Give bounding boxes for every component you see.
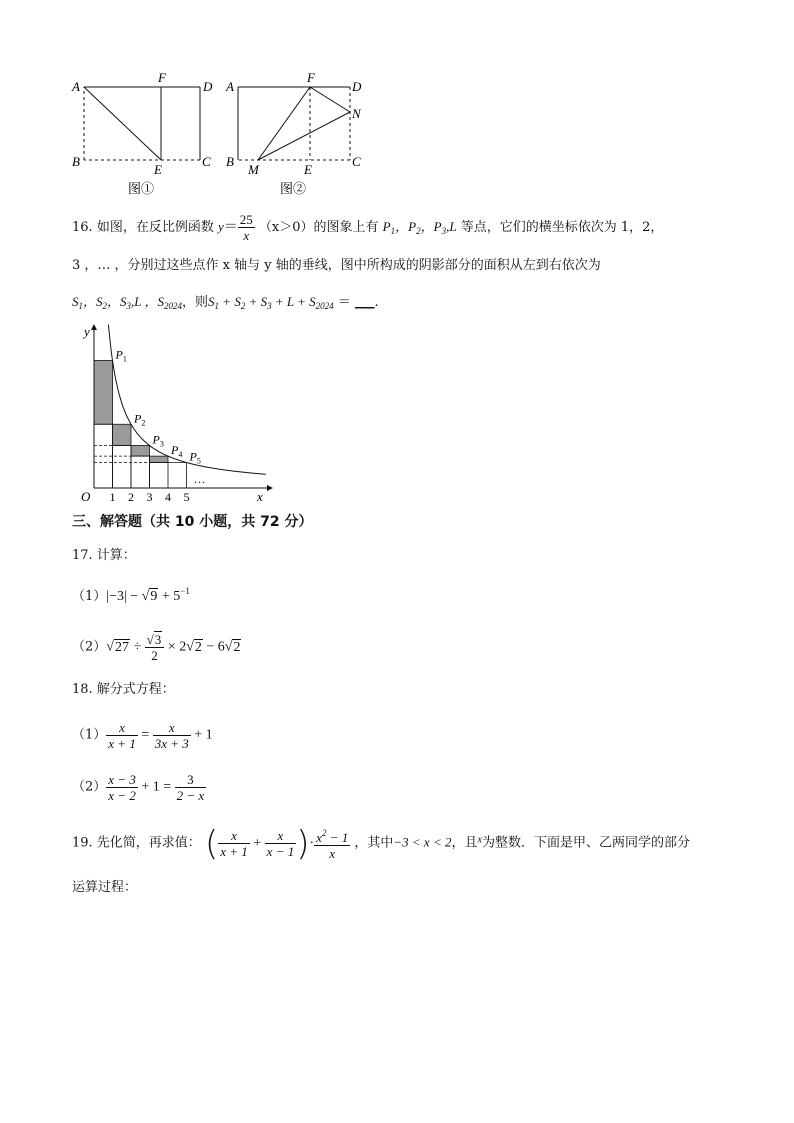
figure-1: [84, 87, 200, 160]
q16-line3: [72, 292, 379, 316]
q16-points-list: $P_1$，$P_2$，$P_3,L$: [382, 219, 457, 236]
column-rect-2: [113, 446, 132, 489]
fig2-label-B: B: [226, 154, 234, 169]
q19-expression: ( $\frac{x}{x + 1}$ + $\frac{x}{x - 1}$ )· $\frac{x^2 - 1}{x}$: [204, 823, 349, 864]
q18-p1-label: （1）: [72, 727, 107, 743]
fig2-label-E: E: [304, 162, 312, 177]
point-label-2: $P_2$: [134, 411, 146, 428]
fig1-label-B: B: [72, 154, 80, 169]
fig2-label-M: M: [248, 162, 259, 177]
q16-text1: 如图，在反比例函数: [96, 220, 214, 235]
q16-s-list: $S_1$，$S_2$，$S_3,L$ ，$S_{2024}$: [72, 294, 183, 311]
column-rect-3: [131, 456, 150, 488]
fig1-label-F: F: [158, 72, 166, 85]
q18-part2: （2） $\frac{x - 3}{x - 2}$ + 1 = $\frac{3}{2 - x}$: [72, 772, 205, 803]
fig1-label-D: D: [203, 79, 213, 94]
q16-s-sum: $S_1 + S_2 + S_3 + L + S_{2024}$: [208, 294, 334, 311]
q16-text2: 的图象上有: [313, 220, 379, 235]
tick-label-5: 5: [183, 490, 190, 504]
q16-blank[interactable]: ___: [354, 295, 375, 310]
top-geometry-figures: [60, 72, 380, 202]
inverse-function-graph: [72, 320, 282, 505]
q18-part1: （1） $\frac{x}{x + 1}$ = $\frac{x}{3x + 3}$ + 1: [72, 720, 213, 751]
fig1-label-C: C: [202, 154, 211, 169]
shaded-rect-1: [94, 361, 113, 425]
x-axis-label: x: [257, 489, 263, 504]
q16-condition: （x＞0）: [258, 220, 314, 235]
fig2-label-C: C: [352, 154, 361, 169]
fig1-label-A: A: [72, 79, 80, 94]
tick-label-4: 4: [165, 490, 171, 504]
point-label-5: $P_5$: [189, 449, 201, 466]
q16-func-y: y: [217, 219, 224, 234]
q17-p1-label: （1）: [72, 589, 107, 604]
fig2-caption: 图②: [280, 181, 307, 196]
section-3-title: 三、解答题（共 10 小题，共 72 分）: [72, 514, 313, 530]
fig2-label-F: F: [307, 72, 315, 85]
q19-text2: ，其中: [354, 835, 394, 851]
q19-text3: ，且: [451, 835, 478, 851]
y-axis-arrow: [91, 324, 97, 330]
shaded-rect-4: [150, 456, 169, 462]
q19-condition: −3 < x < 2: [393, 834, 452, 850]
q16-number: 16.: [72, 220, 93, 235]
q16-period: .: [374, 295, 379, 310]
q16-then: ，则: [182, 295, 209, 310]
continuation-dots: …: [193, 472, 206, 486]
q16-text3: 等点，它们的横坐标依次为 1，2，: [460, 220, 664, 235]
fig1-label-E: E: [154, 162, 162, 177]
q16-fraction: $\frac{25}{x}$: [239, 212, 253, 243]
tick-label-2: 2: [128, 490, 134, 504]
origin-label: O: [81, 489, 91, 504]
figure-2: [238, 87, 350, 160]
q19-text1: 19. 先化简，再求值：: [72, 835, 201, 851]
point-label-1: $P_1$: [115, 347, 127, 364]
tick-label-1: 1: [109, 490, 116, 504]
q19-text4: 为整数．下面是甲、乙两同学的部分: [481, 835, 690, 851]
q16-line2: 3 ，… ，分别过这些点作 x 轴与 y 轴的垂线，图中所构成的阴影部分的面积从左到右依次为: [72, 258, 601, 273]
q16-equals: ＝: [337, 295, 351, 310]
column-rect-4: [150, 463, 169, 489]
q17-part1: $(1)|-3| - √9 + 5^{-1}$: [72, 586, 190, 604]
x-axis-arrow: [267, 485, 273, 491]
q19-line2: 运算过程：: [72, 880, 138, 895]
q17-title: 17. 计算：: [72, 548, 136, 563]
fig2-label-N: N: [352, 106, 361, 121]
tick-label-3: 3: [146, 490, 153, 504]
q18-title: 18. 解分式方程：: [72, 682, 175, 697]
q17-part2: （2）√27 ÷ $\frac{√3}{2}$ × 2√2 − 6√2: [72, 632, 241, 663]
fig2-label-A: A: [226, 79, 234, 94]
fig1-caption: 图①: [128, 181, 155, 196]
q16-line1: 16. 如图，在反比例函数 y＝ $\frac{25}{x}$ （x＞0）的图象上有 $P_1$，$P_2$，$P_3,L$ 等点，它们的横坐标依次为 1，2，: [72, 212, 664, 243]
q19-line1: 19. 先化简，再求值： ( $\frac{x}{x + 1}$ + $\frac{x}{x - 1}$ )· $\frac{x^2 - 1}{x}$ ，其中−3 < x < 2，且$^x$为整数．下面是甲、乙两同学的部分: [72, 823, 690, 864]
shaded-rect-3: [131, 446, 150, 457]
fig2-label-D: D: [352, 79, 362, 94]
y-axis-label: y: [84, 324, 90, 339]
point-label-3: $P_3$: [152, 432, 164, 449]
shaded-rect-2: [113, 424, 132, 445]
q17-p2-label: （2）: [72, 639, 107, 655]
point-label-4: $P_4$: [171, 443, 183, 460]
q18-p2-label: （2）: [72, 779, 107, 795]
